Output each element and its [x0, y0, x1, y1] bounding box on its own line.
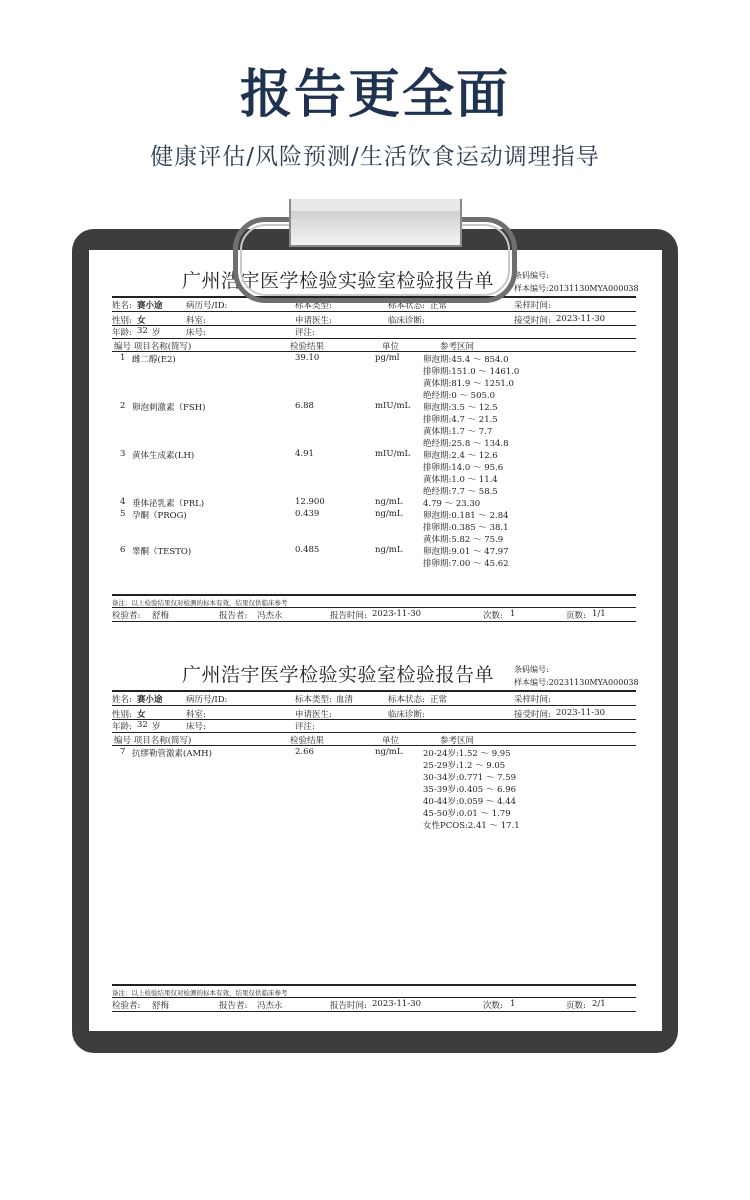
row-divider: [112, 338, 636, 339]
page-subtitle: 健康评估/风险预测/生活饮食运动调理指导: [150, 144, 600, 170]
col-range-header: 参考区间: [440, 342, 475, 352]
footer-divider: [112, 607, 636, 608]
page-label: 页数:: [566, 611, 586, 621]
item-number: 6: [120, 545, 126, 555]
item-number: 4: [120, 497, 126, 507]
item-number: 3: [120, 449, 126, 459]
barcode-label: 条码编号:: [514, 665, 549, 674]
dept-label: 科室:: [186, 316, 206, 326]
item-reference-range: 卵泡期:45.4 ～ 854.0: [423, 355, 509, 365]
report-codes: [514, 663, 639, 689]
report-codes: [514, 269, 639, 295]
bed-label: 床号:: [186, 328, 206, 338]
item-result: 0.439: [295, 509, 320, 519]
item-name: 抗缪勒管激素(AMH): [132, 749, 212, 759]
receive-time-label: 接受时间:: [514, 710, 551, 720]
item-reference-range: 绝经期:25.8 ～ 134.8: [423, 439, 509, 449]
barcode-label: 条码编号:: [514, 271, 549, 280]
item-result: 2.66: [295, 747, 314, 757]
report-title: 广州浩宇医学检验实验室检验报告单: [182, 664, 495, 686]
item-reference-range: 35-39岁:0.405 ～ 6.96: [423, 785, 517, 795]
item-reference-range: 25-29岁:1.2 ～ 9.05: [423, 761, 506, 771]
page-value: 2/1: [592, 999, 606, 1009]
item-result: 39.10: [295, 353, 320, 363]
sample-number: 20231130MYA000038: [548, 678, 639, 687]
item-result: 0.485: [295, 545, 320, 555]
gender-label: 性别:: [112, 316, 132, 326]
status-label: 标本状态:: [388, 695, 425, 705]
header-divider: [112, 690, 636, 692]
item-reference-range: 排卵期:7.00 ～ 45.62: [423, 559, 509, 569]
lab-report-2: [112, 660, 639, 1040]
count-label: 次数:: [483, 1001, 503, 1011]
patient-name: 赛小途: [137, 695, 163, 705]
report-time-label: 报告时间:: [330, 611, 367, 621]
item-number: 5: [120, 509, 126, 519]
col-header-divider: [112, 745, 636, 746]
age-label: 年龄:: [112, 722, 132, 732]
item-unit: mIU/mL: [375, 401, 411, 411]
name-label: 姓名:: [112, 695, 132, 705]
tester-name: 舒梅: [152, 611, 170, 621]
reporter-name: 冯杰永: [257, 611, 283, 621]
col-unit-header: 单位: [382, 342, 400, 352]
item-unit: ng/mL: [375, 545, 403, 555]
item-reference-range: 20-24岁:1.52 ～ 9.95: [423, 749, 511, 759]
count-value: 1: [510, 999, 516, 1009]
item-reference-range: 卵泡期:3.5 ～ 12.5: [423, 403, 498, 413]
clipboard-clip-plate: [289, 199, 462, 247]
footer-divider: [112, 997, 636, 998]
item-reference-range: 黄体期:1.7 ～ 7.7: [423, 427, 493, 437]
footer-divider: [112, 594, 636, 596]
item-reference-range: 卵泡期:9.01 ～ 47.97: [423, 547, 509, 557]
lab-report-1: [112, 266, 639, 646]
footer-bottom-divider: [112, 621, 636, 622]
dept-label: 科室:: [186, 710, 206, 720]
sample-number: 20131130MYA000038: [548, 284, 639, 293]
tester-label: 检验者:: [112, 611, 141, 621]
report-time-label: 报告时间:: [330, 1001, 367, 1011]
tester-label: 检验者:: [112, 1001, 141, 1011]
item-reference-range: 黄体期:81.9 ～ 1251.0: [423, 379, 514, 389]
collect-time-label: 采样时间:: [514, 695, 551, 705]
name-label: 姓名:: [112, 301, 132, 311]
age-unit: 岁: [152, 328, 161, 338]
tester-name: 舒梅: [152, 1001, 170, 1011]
item-reference-range: 4.79 ～ 23.30: [423, 499, 481, 509]
receive-time-value: 2023-11-30: [556, 314, 606, 324]
item-reference-range: 排卵期:151.0 ～ 1461.0: [423, 367, 520, 377]
item-result: 6.88: [295, 401, 314, 411]
item-result: 12.900: [295, 497, 325, 507]
item-number: 7: [120, 747, 126, 757]
item-number: 2: [120, 401, 126, 411]
col-unit-header: 单位: [382, 736, 400, 746]
item-reference-range: 40-44岁:0.059 ～ 4.44: [423, 797, 517, 807]
item-reference-range: 排卵期:14.0 ～ 95.6: [423, 463, 504, 473]
status-value: 正常: [430, 301, 448, 311]
item-unit: pg/ml: [375, 353, 400, 363]
reporter-label: 报告者:: [219, 611, 248, 621]
sample-label: 样本编号:: [514, 678, 549, 687]
col-result-header: 检验结果: [290, 736, 325, 746]
page-value: 1/1: [592, 609, 606, 619]
item-reference-range: 黄体期:1.0 ～ 11.4: [423, 475, 498, 485]
bed-label: 床号:: [186, 722, 206, 732]
diagnosis-label: 临床诊断:: [388, 710, 425, 720]
row-divider: [112, 705, 636, 706]
item-reference-range: 30-34岁:0.771 ～ 7.59: [423, 773, 517, 783]
footer-divider: [112, 984, 636, 986]
gender-value: 女: [137, 710, 146, 720]
doctor-label: 申请医生:: [295, 316, 332, 326]
receive-time-label: 接受时间:: [514, 316, 551, 326]
patient-name: 赛小途: [137, 301, 163, 311]
report-time-value: 2023-11-30: [372, 609, 422, 619]
status-value: 正常: [430, 695, 448, 705]
row-divider: [112, 311, 636, 312]
item-result: 4.91: [295, 449, 314, 459]
comment-label: 评注:: [295, 722, 315, 732]
receive-time-value: 2023-11-30: [556, 708, 606, 718]
reporter-name: 冯杰永: [257, 1001, 283, 1011]
col-item-header: 编号 项目名称(简写): [114, 736, 192, 746]
specimen-label: 标本类型:: [295, 695, 332, 705]
item-name: 睾酮（TESTO): [132, 547, 192, 557]
count-value: 1: [510, 609, 516, 619]
page-label: 页数:: [566, 1001, 586, 1011]
item-reference-range: 绝经期:0 ～ 505.0: [423, 391, 496, 401]
item-reference-range: 女性PCOS:2.41 ～ 17.1: [423, 821, 520, 831]
report-note: 备注：以上检验结果仅对检测的标本有效，结果仅供临床参考: [112, 989, 288, 997]
item-name: 孕酮（PROG): [132, 511, 187, 521]
doctor-label: 申请医生:: [295, 710, 332, 720]
gender-label: 性别:: [112, 710, 132, 720]
item-reference-range: 45-50岁:0.01 ～ 1.79: [423, 809, 511, 819]
item-unit: ng/mL: [375, 509, 403, 519]
status-label: 标本状态:: [388, 301, 425, 311]
report-note: 备注：以上检验结果仅对检测的标本有效，结果仅供临床参考: [112, 599, 288, 607]
record-label: 病历号/ID:: [186, 695, 228, 705]
record-label: 病历号/ID:: [186, 301, 228, 311]
collect-time-label: 采样时间:: [514, 301, 551, 311]
item-reference-range: 黄体期:5.82 ～ 75.9: [423, 535, 504, 545]
age-value: 32: [137, 326, 148, 336]
item-name: 卵泡刺激素（FSH): [132, 403, 206, 413]
item-number: 1: [120, 353, 126, 363]
reporter-label: 报告者:: [219, 1001, 248, 1011]
sample-label: 样本编号:: [514, 284, 549, 293]
item-reference-range: 绝经期:7.7 ～ 58.5: [423, 487, 498, 497]
age-value: 32: [137, 720, 148, 730]
page-title: 报告更全面: [239, 65, 510, 125]
age-unit: 岁: [152, 722, 161, 732]
col-header-divider: [112, 351, 636, 352]
item-name: 雌二醇(E2): [132, 355, 176, 365]
item-reference-range: 排卵期:0.385 ～ 38.1: [423, 523, 509, 533]
item-reference-range: 卵泡期:2.4 ～ 12.6: [423, 451, 498, 461]
diagnosis-label: 临床诊断:: [388, 316, 425, 326]
item-name: 垂体泌乳素（PRL): [132, 499, 205, 509]
col-item-header: 编号 项目名称(简写): [114, 342, 192, 352]
item-unit: ng/mL: [375, 747, 403, 757]
footer-bottom-divider: [112, 1011, 636, 1012]
comment-label: 评注:: [295, 328, 315, 338]
report-time-value: 2023-11-30: [372, 999, 422, 1009]
item-unit: ng/mL: [375, 497, 403, 507]
item-reference-range: 排卵期:4.7 ～ 21.5: [423, 415, 498, 425]
count-label: 次数:: [483, 611, 503, 621]
col-result-header: 检验结果: [290, 342, 325, 352]
sample-number-row: [514, 282, 639, 295]
specimen-label: 标本类型:: [295, 301, 332, 311]
gender-value: 女: [137, 316, 146, 326]
item-unit: mIU/mL: [375, 449, 411, 459]
item-reference-range: 卵泡期:0.181 ～ 2.84: [423, 511, 509, 521]
col-range-header: 参考区间: [440, 736, 475, 746]
report-title: 广州浩宇医学检验实验室检验报告单: [182, 270, 495, 292]
sample-number-row: [514, 676, 639, 689]
specimen-value: 血清: [336, 695, 354, 705]
row-divider: [112, 732, 636, 733]
item-name: 黄体生成素(LH): [132, 451, 195, 461]
age-label: 年龄:: [112, 328, 132, 338]
